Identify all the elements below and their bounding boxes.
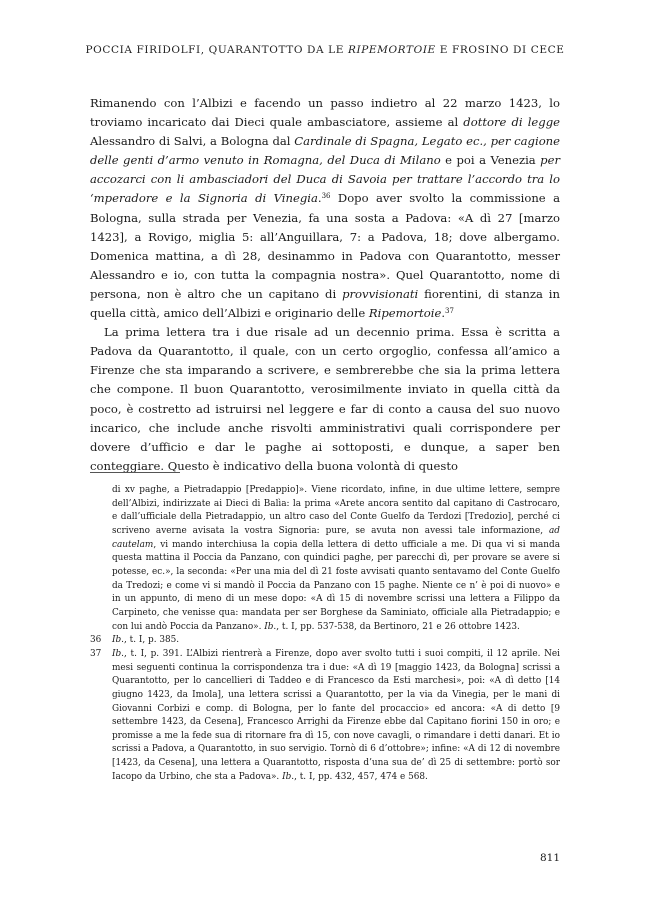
p1-italic-1: dottore di legge bbox=[463, 115, 560, 130]
running-head-text-1: POCCIA FIRIDOLFI, QUARANTOTTO DA LE bbox=[85, 44, 348, 56]
fn37-text-2: , t. I, pp. 432, 457, 474 e 568. bbox=[294, 771, 428, 782]
p1-text-5: Dopo aver svolto la commissione a Bologna, sulla strada per Venezia, fa una sosta a Padova: «A dì 27 [marzo 1423], a Rovigo, miglia 5: all’Anguillara, 7: a Padova, 18; dove albergamo. Domenica mattina, a dì 28, desinammo in Padova con Quarantotto, messer Alessandro e io, con tutta la compagnia nostra». Quel Quarantotto, nome di persona, non è altro che un capitano di bbox=[90, 191, 560, 301]
footnote-36 bbox=[90, 634, 560, 648]
p1-text-6: fiorentini, di stanza in quella città, amico dell’Albizi e originario delle bbox=[90, 286, 560, 321]
fnc-text-3: , t. I, pp. 537-538, da Bertinoro, 21 e 26 ottobre 1423. bbox=[276, 621, 520, 632]
fn37-text-1: , t. I, p. 391. L’Albizi rientrerà a Firenze, dopo aver svolto tutti i suoi compiti, il 12 aprile. Nei mesi seguenti continua la corrispondenza tra i due: «A dì 19 [maggio 1423, da Bologna] scrissi a Quarantotto, per lo cancellieri di Taddeo e di Francesco da Esti marchesi», poi: «A dì detto [14 giugno 1423, da Imola], una lettera scrissi a Quarantotto, per la via da Vinegia, per le mani di Giovanni Corbizi e comp. di Bologna, per lo fante del procaccio» ed ancora: «A di detto [9 settembre 1423, da Cesena], Francesco Arrighi da Firenze ebbe dal Capitano fiorini 150 in oro; e promisse a me la fede sua di ritornare fra dì 15, con nove cavagli, o rimandare i detti danari. Et io scrissi a Padova, a Quarantotto, in suo servigio. Tornò di 6 d’ottobre»; infine: «A di 12 di novembre [1423, da Cesena], una lettera a Quarantotto, risposta d’una sua de’ dì 25 di settembre: portò sor Iacopo da Urbino, che sta a Padova». bbox=[112, 648, 560, 782]
p1-italic-2: Cardinale di Spagna, Legato ec., per cagione delle genti d’armo venuto in Romagna, del Duca di Milano bbox=[90, 134, 560, 168]
footnotes bbox=[90, 484, 560, 784]
p1-text-7: . bbox=[441, 306, 446, 321]
fnc-text-2: , vi mando interchiusa la copia della lettera di detto ufficiale a me. Di qua vi si manda questa mattina il Poccia da Panzano, con quindici paghe, per parecchi dì, per provare se avere si potesse, ec.», la seconda: «Per una mia del dì 21 foste avvisati quanto sentavamo del Conte Guelfo da Tredozi; e come vi si mandò il Poccia da Panzano con 15 paghe. Niente ce n’ è poi di nuovo» e in un appunto, di meno di un mese dopo: «A dì 15 di novembre scrissi una lettera a Filippo da Carpineto, che venisse qua: mandata per ser Borghese da Saminiato, officiale alla Pietradappio; e con lui andò Poccia da Panzano». bbox=[112, 539, 560, 632]
p1-italic-3: per accozarci con li ambasciadori del Duca di Savoia per trattare l’accordo tra lo ‘mperadore e la Signoria di Vinegia bbox=[90, 153, 560, 206]
footnote-36-number: 36 bbox=[90, 635, 102, 646]
fn37-italic-2: Ib. bbox=[282, 771, 295, 782]
footnote-37 bbox=[90, 648, 560, 785]
fn36-text-1: , t. I, p. 385. bbox=[124, 635, 180, 646]
p1-italic-5: Ripemortoie bbox=[368, 306, 442, 321]
p1-text-4: . bbox=[317, 191, 322, 206]
running-head bbox=[70, 44, 580, 56]
paragraph-1 bbox=[90, 94, 560, 323]
running-head-text-2: E FROSINO DI CECE bbox=[435, 44, 565, 56]
footnote-continued bbox=[90, 484, 560, 634]
main-text bbox=[90, 94, 560, 476]
p1-text-3: e poi a Venezia bbox=[440, 153, 541, 168]
p1-italic-4: provvisionati bbox=[342, 286, 419, 301]
fn37-italic-1: Ib. bbox=[112, 648, 125, 659]
p1-text-2: Alessandro di Salvi, a Bologna dal bbox=[90, 134, 295, 149]
footnote-rule bbox=[90, 472, 180, 473]
running-head-italic: RIPEMORTOIE bbox=[347, 44, 436, 56]
fnc-italic-1: ad cautelam bbox=[112, 525, 560, 550]
page-number: 811 bbox=[539, 852, 560, 864]
fnc-text-1: di xv paghe, a Pietradappio [Predappio]». Viene ricordato, infine, in due ultime lettere, sempre dell’Albizi, indirizzate ai Dieci di Balìa: la prima «Arete ancora sentito dal capitano di Castrocaro, e dall’ufficiale della Pietradappio, un altro caso del Conte Guelfo da Terdozi [Tredozio], perché ci scriveno averne avisata la vostra Signoria: pure, se avuta non avessi tale informazione, bbox=[112, 485, 560, 536]
footnote-ref-36[interactable]: 36 bbox=[321, 192, 331, 201]
footnote-36-body bbox=[112, 634, 560, 648]
footnote-37-body bbox=[112, 648, 560, 785]
paragraph-2: La prima lettera tra i due risale ad un decennio prima. Essa è scritta a Padova da Quarantotto, il quale, con un certo orgoglio, confessa all’amico a Firenze che sta imparando a scrivere, e sembrerebbe che sia la prima lettera che compone. Il buon Quarantotto, verosimilmente inviato in quella città da poco, è costretto ad istruirsi nel leggere e far di conto a causa del suo nuovo incarico, che include anche risvolti amministrativi quali corrispondere per dovere d’ufficio e dar le paghe ai sottoposti, e dunque, a saper ben conteggiare. Questo è indicativo della buona volontà di questo bbox=[90, 325, 560, 473]
footnote-ref-37[interactable]: 37 bbox=[445, 307, 454, 316]
p1-text-1: Rimanendo con l’Albizi e facendo un passo indietro al 22 marzo 1423, lo troviamo incaricato dai Dieci quale ambasciatore, assieme al bbox=[90, 96, 560, 130]
footnote-37-number: 37 bbox=[90, 648, 102, 659]
fnc-italic-2: Ib. bbox=[264, 621, 277, 632]
fn36-italic-1: Ib. bbox=[112, 635, 125, 646]
